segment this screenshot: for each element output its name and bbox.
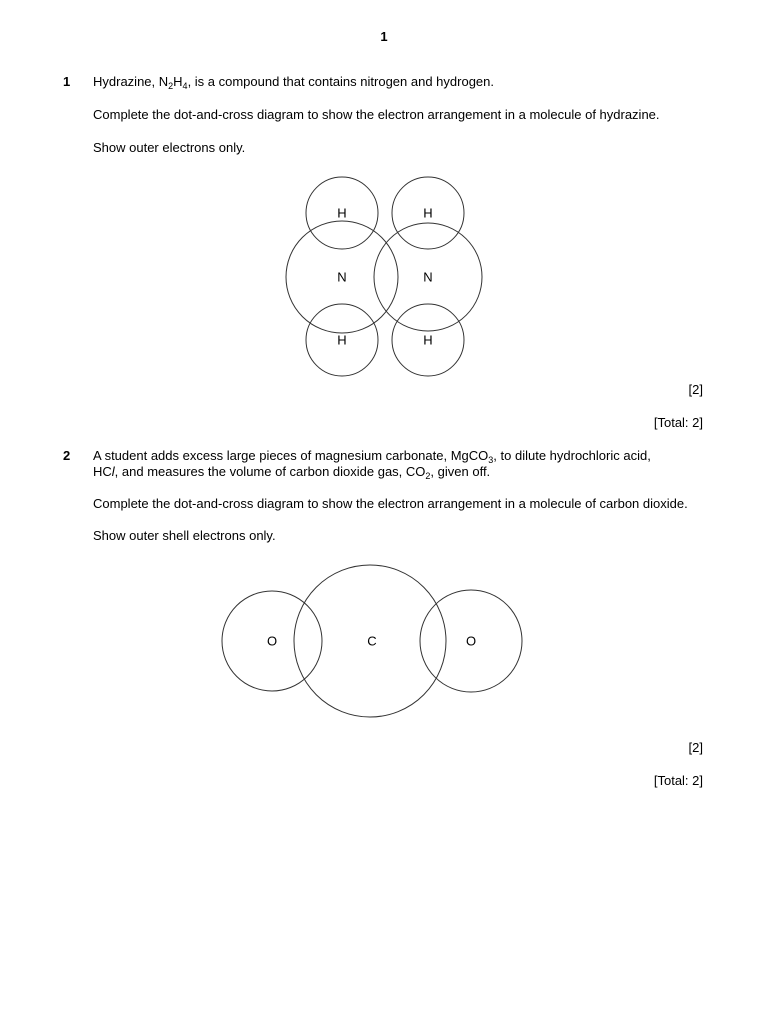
atom-label-c: C bbox=[367, 633, 377, 649]
question-1-marks: [2] bbox=[688, 382, 703, 397]
question-1-note: Show outer electrons only. bbox=[93, 140, 246, 155]
question-2-total: [Total: 2] bbox=[653, 773, 703, 788]
atom-label-h-top-right: H bbox=[423, 205, 433, 221]
question-2-number: 2 bbox=[63, 448, 71, 463]
question-1-intro: Hydrazine, $N_2H_4$, is a compound that contains nitrogen and hydrogen. bbox=[93, 74, 494, 91]
atom-label-n-right: N bbox=[423, 269, 433, 285]
question-1-total: [Total: 2] bbox=[653, 415, 703, 430]
atom-label-h-bottom-right: H bbox=[423, 332, 433, 348]
question-2-marks: [2] bbox=[688, 740, 703, 755]
question-1-instruction: Complete the dot-and-cross diagram to show the electron arrangement in a molecule of hydrazine. bbox=[93, 107, 660, 122]
question-2-note: Show outer shell electrons only. bbox=[93, 528, 276, 543]
atom-label-n-left: N bbox=[337, 269, 347, 285]
atom-label-o-left: O bbox=[266, 633, 278, 649]
page-number: 1 bbox=[380, 29, 388, 44]
question-2-intro-line-2: HCl, and measures the volume of carbon dioxide gas, $CO_2$, given off. bbox=[93, 464, 491, 481]
atom-label-o-right: O bbox=[465, 633, 477, 649]
question-1-number: 1 bbox=[63, 74, 71, 89]
atom-label-h-bottom-left: H bbox=[337, 332, 347, 348]
atom-label-h-top-left: H bbox=[337, 205, 347, 221]
question-2-intro-line-1: A student adds excess large pieces of magnesium carbonate, MgCO$_3$, to dilute hydrochloric acid, bbox=[93, 448, 651, 465]
question-2-instruction: Complete the dot-and-cross diagram to show the electron arrangement in a molecule of carbon dioxide. bbox=[93, 496, 688, 511]
